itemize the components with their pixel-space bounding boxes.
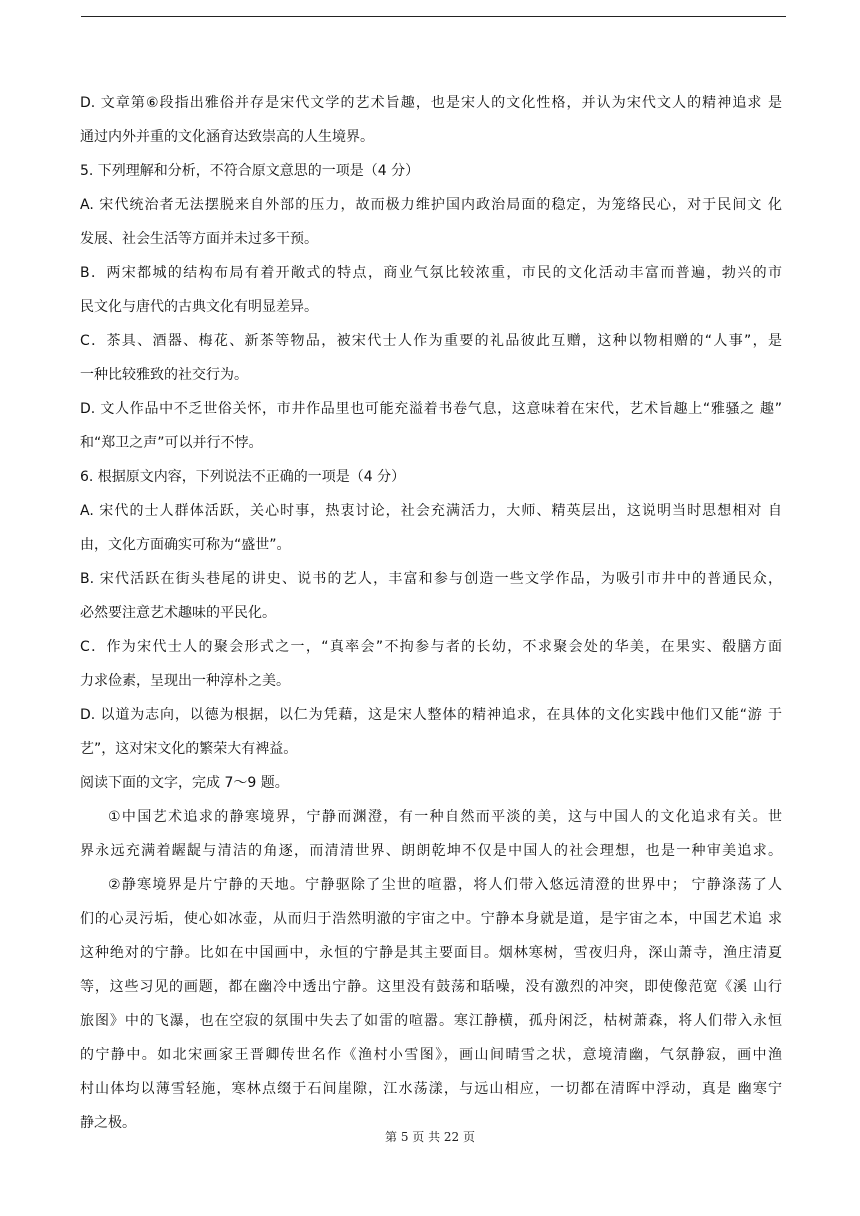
text-line: C．茶具、酒器、梅花、新茶等物品，被宋代士人作为重要的礼品彼此互赠，这种以物相赠的“人事”，是 [80,333,782,349]
paragraph-2-line: 的宁静中。如北宋画家王晋卿传世名作《渔村小雪图》，画山间晴雪之状，意境清幽，气氛静寂，画中渔 [80,1047,782,1063]
text-line: D. 文人作品中不乏世俗关怀，市井作品里也可能充溢着书卷气息，这意味着在宋代，艺术旨趣上“雅骚之 趣” [80,401,782,417]
paragraph-2-line: 旅图》中的飞瀑，也在空寂的氛围中失去了如雷的喧嚣。寒江静横，孤舟闲泛，枯树萧森，将人们带入永恒 [80,1013,782,1029]
text-line: 一种比较雅致的社交行为。 [80,367,248,383]
question-5-stem: 5. 下列理解和分析，不符合原文意思的一项是（4 分） [80,163,420,179]
paragraph-2-line: 村山体均以薄雪轻施，寒林点缀于石间崖隙，江水荡漾，与远山相应，一切都在清晖中浮动，真是 幽寒宁 [80,1081,782,1097]
text-line: B. 宋代活跃在街头巷尾的讲史、说书的艺人，丰富和参与创造一些文学作品，为吸引市井中的普通民众， [80,571,782,587]
paragraph-2-line: ②静寒境界是片宁静的天地。宁静驱除了尘世的喧嚣，将人们带入悠远清澄的世界中； 宁静涤荡了人 [108,877,782,893]
reading-instruction: 阅读下面的文字，完成 7～9 题。 [80,775,289,791]
text-line: 由，文化方面确实可称为“盛世”。 [80,537,291,553]
paragraph-2-line: 等，这些习见的画题，都在幽冷中透出宁静。这里没有鼓荡和聒噪，没有激烈的冲突，即使像范宽《溪 山行 [80,979,782,995]
text-line: D. 以道为志向，以德为根据，以仁为凭藉，这是宋人整体的精神追求，在具体的文化实践中他们又能“游 于 [80,707,782,723]
text-line: 艺”，这对宋文化的繁荣大有裨益。 [80,741,298,757]
text-line: 和“郑卫之声”可以并行不悖。 [80,435,263,451]
document-body [80,86,782,1140]
text-line: D. 文章第⑥段指出雅俗并存是宋代文学的艺术旨趣，也是宋人的文化性格，并认为宋代文人的精神追求 是 [80,95,782,111]
page-number: 第 5 页 共 22 页 [385,1130,475,1144]
text-line: A. 宋代统治者无法摆脱来自外部的压力，故而极力维护国内政治局面的稳定，为笼络民心，对于民间文 化 [80,197,782,213]
text-line: B．两宋都城的结构布局有着开敞式的特点，商业气氛比较浓重，市民的文化活动丰富而普遍，勃兴的市 [80,265,782,281]
text-line: C．作为宋代士人的聚会形式之一，“真率会”不拘参与者的长幼，不求聚会处的华美，在果实、殽膳方面 [80,639,782,655]
header-rule [81,16,786,17]
question-6-stem: 6. 根据原文内容，下列说法不正确的一项是（4 分） [80,469,406,485]
text-line: 必然要注意艺术趣味的平民化。 [80,605,276,621]
text-line: 通过内外并重的文化涵育达致崇高的人生境界。 [80,129,374,145]
paragraph-1-line: ①中国艺术追求的静寒境界，宁静而渊澄，有一种自然而平淡的美，这与中国人的文化追求有关。世 [108,809,782,825]
text-line: 民文化与唐代的古典文化有明显差异。 [80,299,318,315]
text-line: A. 宋代的士人群体活跃，关心时事，热衷讨论，社会充满活力，大师、精英层出，这说明当时思想相对 自 [80,503,782,519]
text-line: 发展、社会生活等方面并未过多干预。 [80,231,318,247]
paragraph-1-line: 界永远充满着龌龊与清洁的角逐，而清清世界、朗朗乾坤不仅是中国人的社会理想，也是一种审美追求。 [80,843,782,859]
paragraph-2-line: 静之极。 [80,1115,136,1131]
paragraph-2-line: 们的心灵污垢，使心如冰壶，从而归于浩然明澈的宇宙之中。宁静本身就是道，是宇宙之本，中国艺术追 求 [80,911,782,927]
paragraph-2-line: 这种绝对的宁静。比如在中国画中，永恒的宁静是其主要面目。烟林寒树，雪夜归舟，深山萧寺，渔庄清夏 [80,945,782,961]
text-line: 力求俭素，呈现出一种淳朴之美。 [80,673,290,689]
